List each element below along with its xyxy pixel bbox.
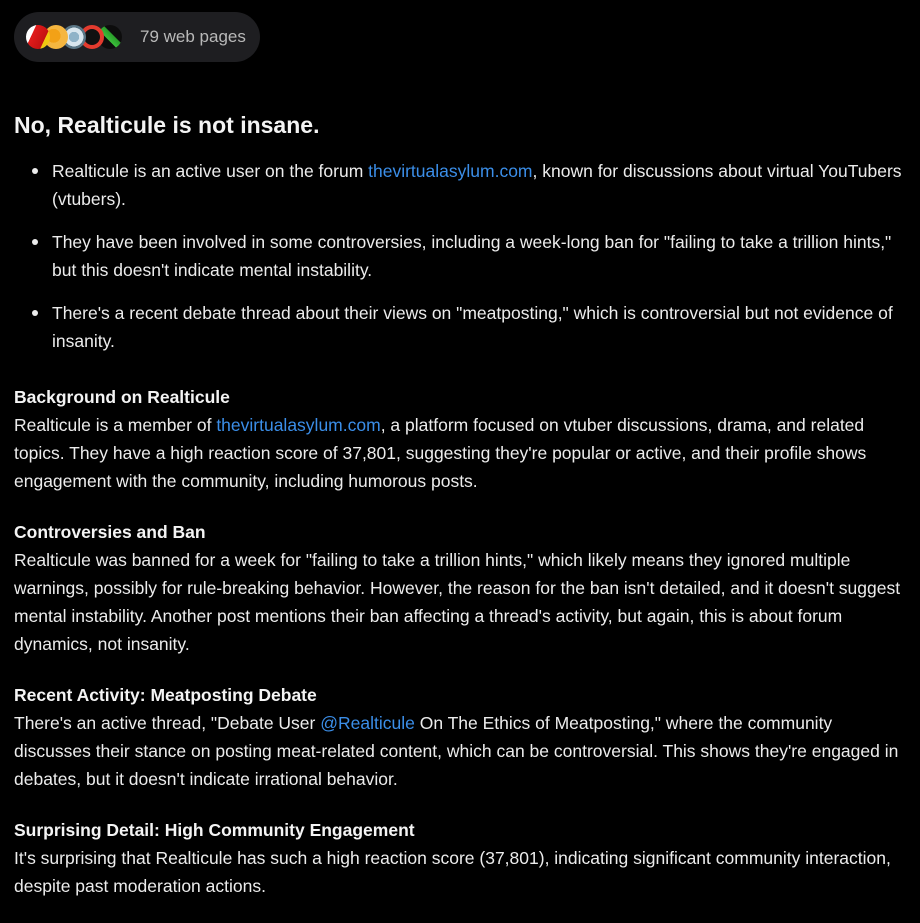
section-text: There's an active thread, "Debate User — [14, 713, 321, 733]
section-background — [14, 383, 906, 495]
summary-bullet: They have been involved in some controversies, including a week-long ban for "failing to take a trillion hints," but this doesn't indicate mental instability. — [52, 228, 906, 284]
sources-count: 79 web pages — [140, 27, 246, 46]
bullet-text: Realticule is an active user on the forum — [52, 161, 369, 181]
section-title: Surprising Detail: High Community Engagement — [14, 820, 415, 840]
source-favicons — [26, 24, 128, 50]
section-body: Realticule was banned for a week for "failing to take a trillion hints," which likely means they ignored multiple warnings, possibly for rule-breaking behavior. However, the reason for the ban isn't detailed, and it doesn't suggest mental instability. Another post mentions their ban affecting a thread's activity, but again, this is about forum dynamics, not insanity. — [14, 550, 901, 654]
forum-link[interactable]: thevirtualasylum.com — [216, 415, 381, 435]
section-surprising-detail — [14, 816, 906, 900]
section-controversies — [14, 518, 906, 658]
section-recent-activity — [14, 681, 906, 793]
section-title: Background on Realticule — [14, 387, 230, 407]
answer-headline: No, Realticule is not insane. — [14, 112, 320, 138]
section-title: Controversies and Ban — [14, 522, 206, 542]
section-body — [14, 411, 906, 495]
section-body — [14, 709, 906, 793]
user-mention-link[interactable]: @Realticule — [320, 713, 415, 733]
section-text: On The Ethics of Meatposting," where the community discusses their stance on posting meat-related content, which can be controversial. This shows they're engaged in debates, but it doesn't indicate irrational behavior. — [14, 713, 899, 789]
sources-button[interactable] — [14, 12, 260, 62]
summary-bullet — [52, 157, 906, 213]
bullet-text: , known for discussions about virtual YouTubers (vtubers). — [52, 161, 902, 209]
section-text: Realticule is a member of — [14, 415, 217, 435]
forum-link[interactable]: thevirtualasylum.com — [368, 161, 533, 181]
summary-bullet: There's a recent debate thread about their views on "meatposting," which is controversial but not evidence of insanity. — [52, 299, 906, 355]
section-text: , a platform focused on vtuber discussions, drama, and related topics. They have a high reaction score of 37,801, suggesting they're popular or active, and their profile shows engagement with the community, including humorous posts. — [14, 415, 867, 491]
answer-body — [14, 108, 906, 923]
section-title: Recent Activity: Meatposting Debate — [14, 685, 317, 705]
summary-list — [14, 157, 906, 355]
section-body: It's surprising that Realticule has such a high reaction score (37,801), indicating significant community interaction, despite past moderation actions. — [14, 848, 891, 896]
